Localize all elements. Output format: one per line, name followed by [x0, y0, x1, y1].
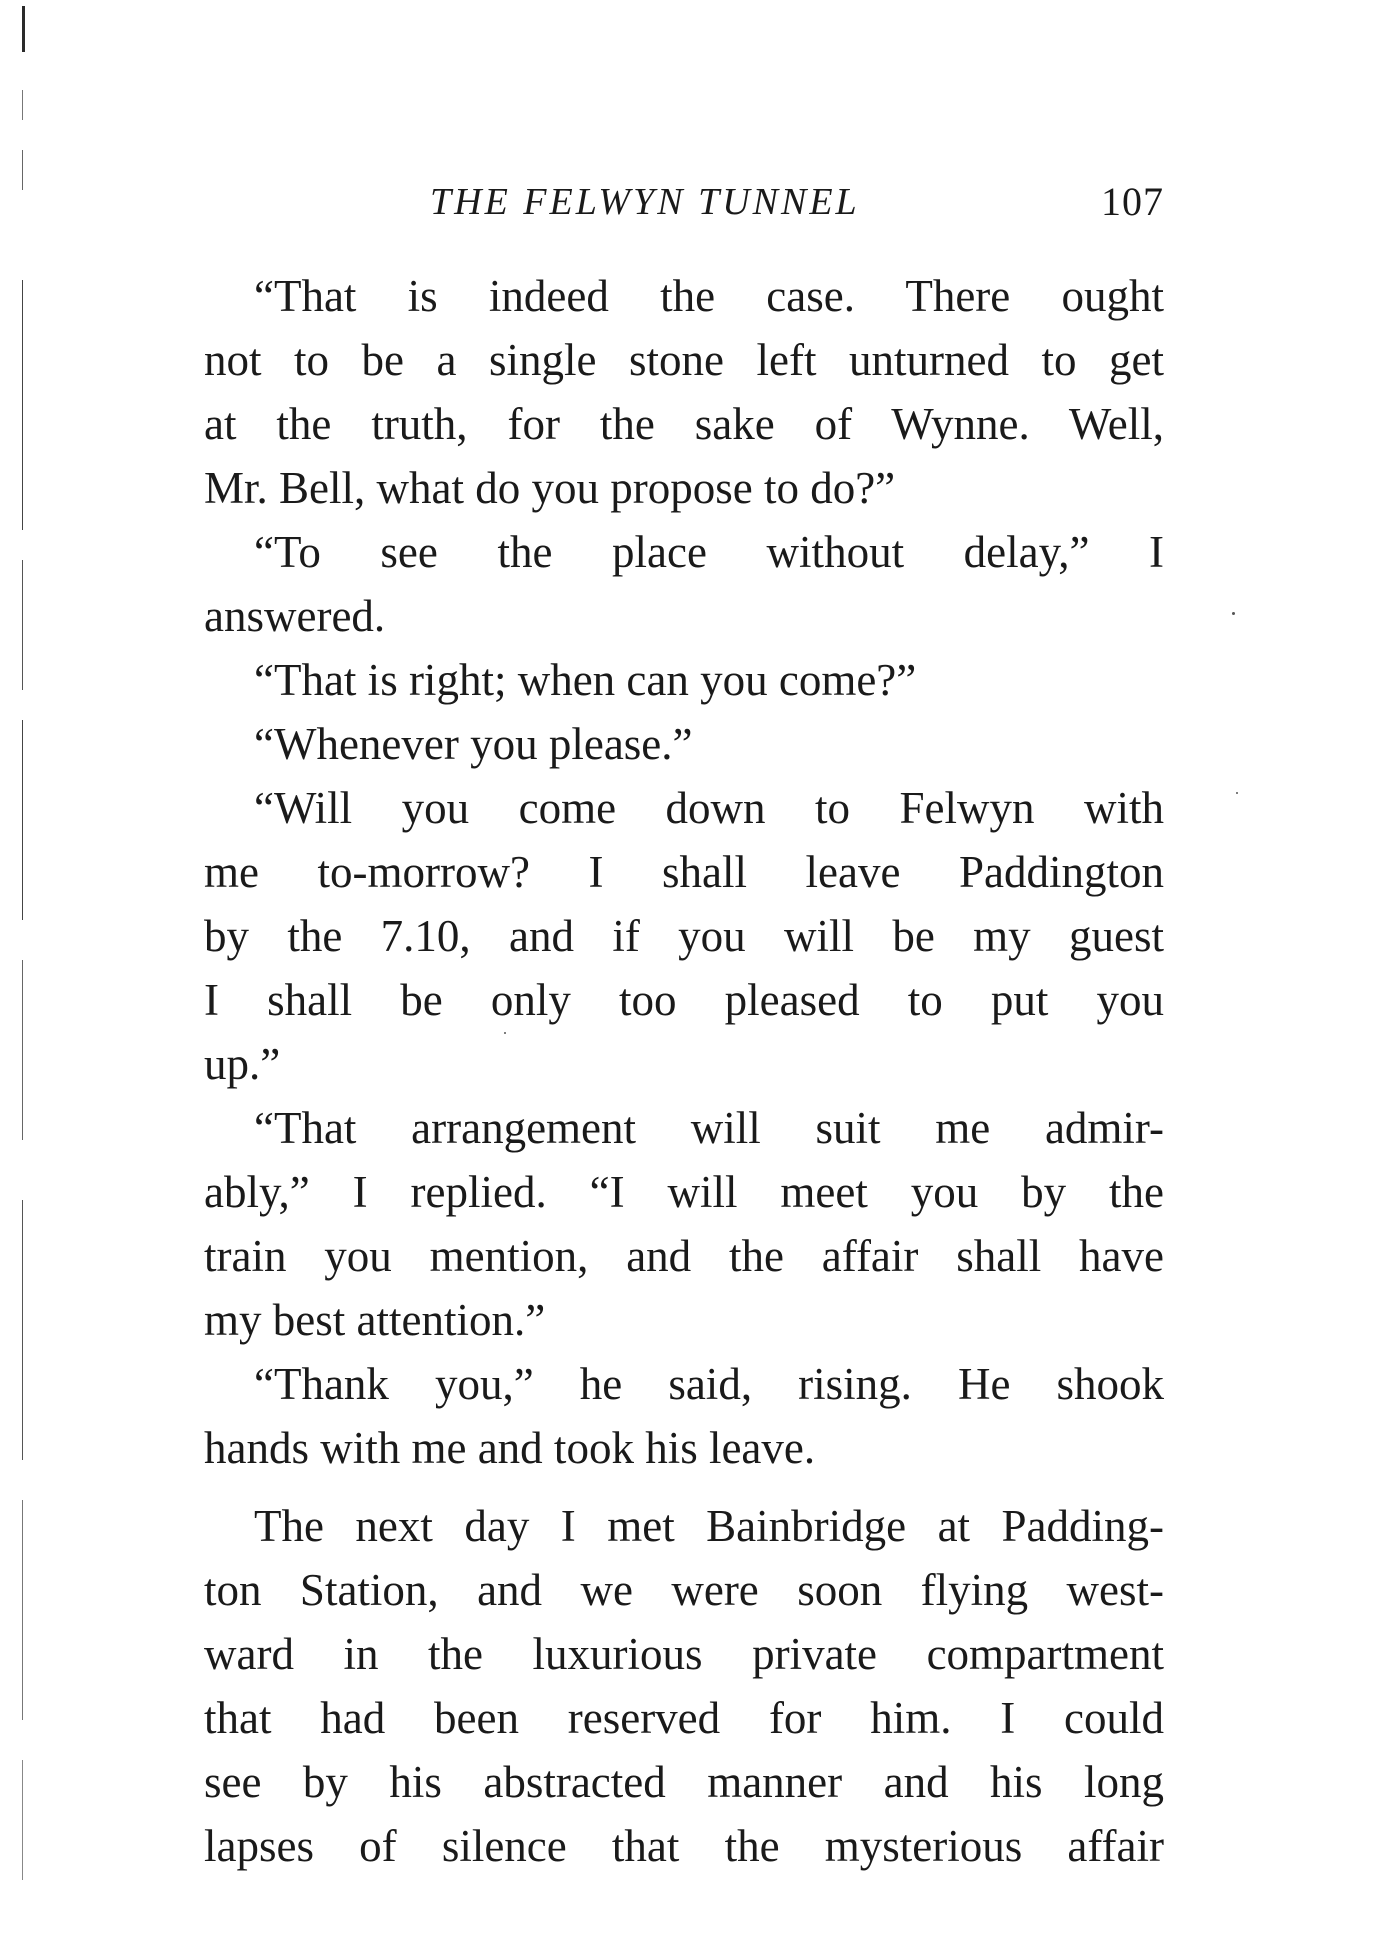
text-line: ton Station, and we were soon flying west-	[204, 1565, 1164, 1615]
text-line: by the 7.10, and if you will be my guest	[204, 911, 1164, 961]
text-line: see by his abstracted manner and his long	[204, 1757, 1164, 1807]
text-line: me to-morrow? I shall leave Paddington	[204, 847, 1164, 897]
text-line: “Whenever you please.”	[254, 719, 693, 769]
text-line: I shall be only too pleased to put you	[204, 975, 1164, 1025]
text-line: “Thank you,” he said, rising. He shook	[254, 1359, 1164, 1409]
text-line: lapses of silence that the mysterious affair	[204, 1821, 1164, 1871]
body-text	[204, 264, 1164, 1878]
scan-gutter	[18, 0, 30, 1948]
text-line: The next day I met Bainbridge at Padding-	[254, 1501, 1164, 1551]
text-line: not to be a single stone left unturned to get	[204, 335, 1164, 385]
running-title: THE FELWYN TUNNEL	[430, 181, 860, 223]
text-line: answered.	[204, 591, 386, 641]
text-line: train you mention, and the affair shall have	[204, 1231, 1164, 1281]
page-number: 107	[1101, 179, 1164, 224]
scan-speck	[1232, 612, 1235, 615]
scan-speck	[1236, 792, 1238, 794]
text-line: Mr. Bell, what do you propose to do?”	[204, 463, 896, 513]
text-line: “That arrangement will suit me admir-	[254, 1103, 1164, 1153]
scan-speck	[504, 1032, 506, 1034]
text-line: “That is indeed the case. There ought	[254, 271, 1164, 321]
text-line: hands with me and took his leave.	[204, 1423, 816, 1473]
text-line: ward in the luxurious private compartment	[204, 1629, 1164, 1679]
running-header	[204, 176, 1164, 236]
text-line: “To see the place without delay,” I	[254, 527, 1164, 577]
text-line: my best attention.”	[204, 1295, 546, 1345]
text-line: “That is right; when can you come?”	[254, 655, 917, 705]
text-line: that had been reserved for him. I could	[204, 1693, 1164, 1743]
text-line: up.”	[204, 1039, 281, 1089]
text-line: ably,” I replied. “I will meet you by the	[204, 1167, 1164, 1217]
text-line: at the truth, for the sake of Wynne. Well,	[204, 399, 1164, 449]
text-line: “Will you come down to Felwyn with	[254, 783, 1164, 833]
